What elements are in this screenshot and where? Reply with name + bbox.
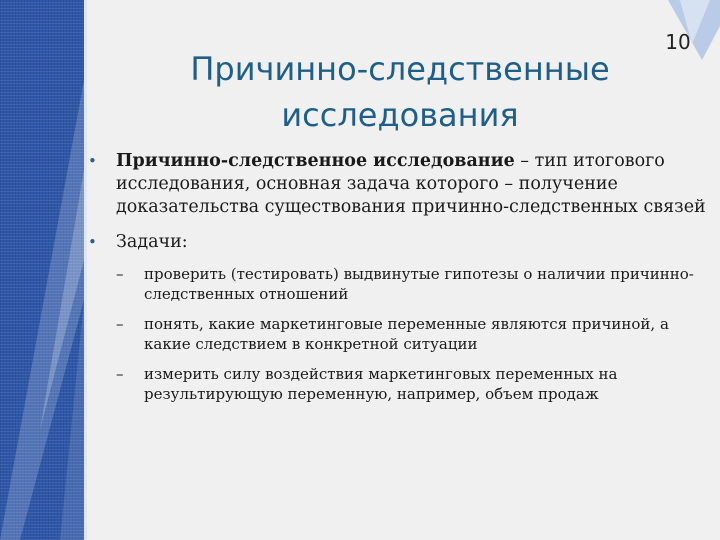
bullet-marker: • xyxy=(88,152,97,170)
task-item xyxy=(116,264,708,304)
sidebar-divider xyxy=(84,0,87,540)
bullet-marker: • xyxy=(88,233,97,251)
task-text: понять, какие маркетинговые переменные являются причиной, а какие следствием в конкретной ситуации xyxy=(144,315,669,353)
dash-marker: – xyxy=(116,365,124,383)
definition-text: – тип итогового исследования, основная задача которого – получение доказательства существования причинно-следственных связей xyxy=(116,151,706,217)
task-text: проверить (тестировать) выдвинутые гипотезы о наличии причинно-следственных отношений xyxy=(144,265,694,303)
sidebar-light-rays-graphic xyxy=(0,0,84,540)
definition-term: Причинно-следственное исследование xyxy=(116,151,515,171)
task-item xyxy=(116,314,708,354)
dash-marker: – xyxy=(116,315,124,333)
slide-body xyxy=(88,150,708,414)
slide-title-line-2: исследования xyxy=(281,96,519,134)
bullet-tasks xyxy=(88,231,708,254)
task-item xyxy=(116,364,708,404)
slide-number: 10 xyxy=(665,30,691,54)
task-text: измерить силу воздействия маркетинговых переменных на результирующую переменную, например, объем продаж xyxy=(144,365,618,403)
tasks-list xyxy=(88,264,708,404)
slide-title xyxy=(150,46,650,138)
slide-title-line-1: Причинно-следственные xyxy=(190,50,610,88)
tasks-label: Задачи: xyxy=(116,232,188,252)
decorative-sidebar xyxy=(0,0,84,540)
bullet-definition xyxy=(88,150,708,219)
dash-marker: – xyxy=(116,265,124,283)
